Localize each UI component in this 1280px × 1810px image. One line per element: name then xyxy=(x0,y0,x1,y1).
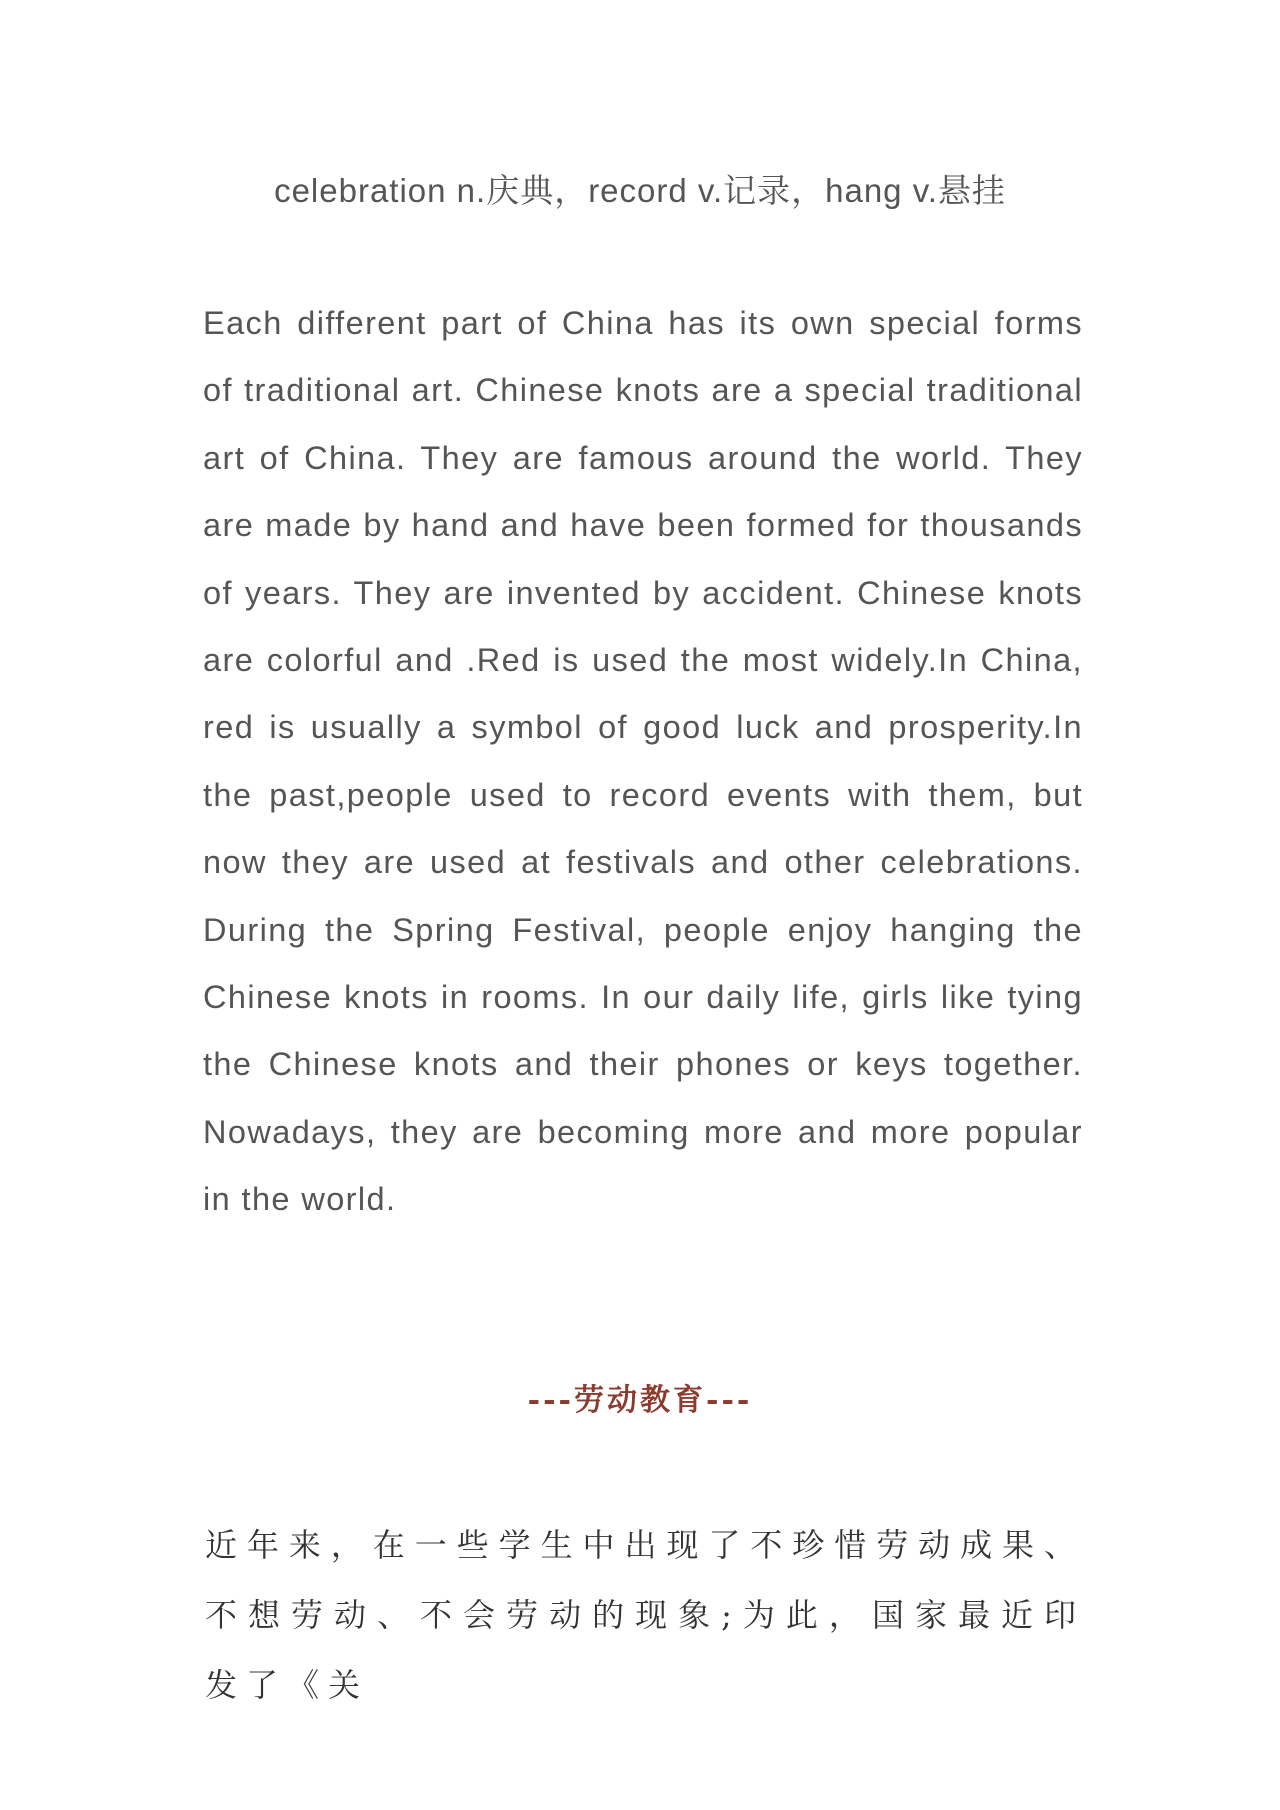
english-passage: Each different part of China has its own special forms of traditional art. Chinese knots are a special traditional art of China. They are famous around the world. They are made by hand and have been formed for thousands of years. They are invented by accident. Chinese knots are colorful and .Red is used the most widely.In China, red is usually a symbol of good luck and prosperity.In the past,people used to record events with them, but now they are used at festivals and other celebrations. During the Spring Festival, people enjoy hanging the Chinese knots in rooms. In our daily life, girls like tying the Chinese knots and their phones or keys together. Nowadays, they are becoming more and more popular in the world. xyxy=(203,305,1083,1218)
chinese-paragraph: 近年来，在一些学生中出现了不珍惜劳动成果、不想劳动、不会劳动的现象;为此，国家最近印发了《关 xyxy=(205,1526,1085,1704)
vocabulary-line: celebration n.庆典，record v.记录，hang v.悬挂 xyxy=(274,172,1006,209)
section-title: ---劳动教育--- xyxy=(527,1383,753,1418)
